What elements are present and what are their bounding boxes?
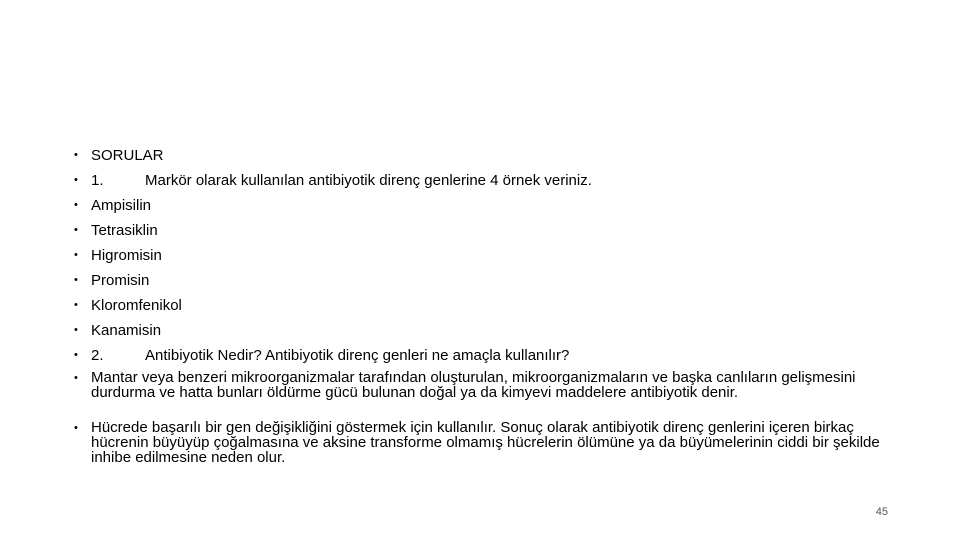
question-1-number: 1. bbox=[91, 172, 104, 189]
antibiotic-name: Ampisilin bbox=[91, 197, 152, 214]
list-item bbox=[74, 193, 894, 218]
heading-item bbox=[74, 143, 894, 168]
answer-1-item bbox=[74, 368, 894, 400]
antibiotic-name: Promisin bbox=[91, 272, 150, 289]
answer-2-text: Hücrede başarılı bir gen değişikliğini göstermek için kullanılır. Sonuç olarak antibiyotik direnç genlerini içeren birkaç hücrenin büyüyüp çoğalmasına ve aksine transforme olmamış hücrelerin ölümüne ya da büyümelerinin ciddi bir şekilde inhibe edilmesine neden olur. bbox=[91, 419, 880, 466]
list-item bbox=[74, 293, 894, 318]
antibiotic-name: Kloromfenikol bbox=[91, 297, 182, 314]
list-item bbox=[74, 243, 894, 268]
question-1-text: Markör olarak kullanılan antibiyotik direnç genlerine 4 örnek veriniz. bbox=[145, 172, 592, 189]
list-item bbox=[74, 318, 894, 343]
bullet-list bbox=[74, 143, 894, 465]
answer-2-item bbox=[74, 418, 894, 465]
answer-1-text: Mantar veya benzeri mikroorganizmalar tarafından oluşturulan, mikroorganizmaların ve başka canlıların gelişmesini durdurma ve hatta bunları öldürme gücü bulunan doğal ya da kimyevi maddelere antibiyotik denir. bbox=[91, 369, 856, 401]
antibiotic-name: Higromisin bbox=[91, 247, 162, 264]
antibiotic-name: Kanamisin bbox=[91, 322, 162, 339]
question-1-item bbox=[74, 168, 894, 193]
antibiotic-name: Tetrasiklin bbox=[91, 222, 158, 239]
page-number: 45 bbox=[875, 506, 888, 518]
list-item bbox=[74, 268, 894, 293]
question-2-number: 2. bbox=[91, 347, 104, 364]
question-2-item bbox=[74, 343, 894, 368]
question-2-text: Antibiyotik Nedir? Antibiyotik direnç genleri ne amaçla kullanılır? bbox=[145, 347, 570, 364]
heading-text: SORULAR bbox=[91, 147, 164, 164]
list-item bbox=[74, 218, 894, 243]
